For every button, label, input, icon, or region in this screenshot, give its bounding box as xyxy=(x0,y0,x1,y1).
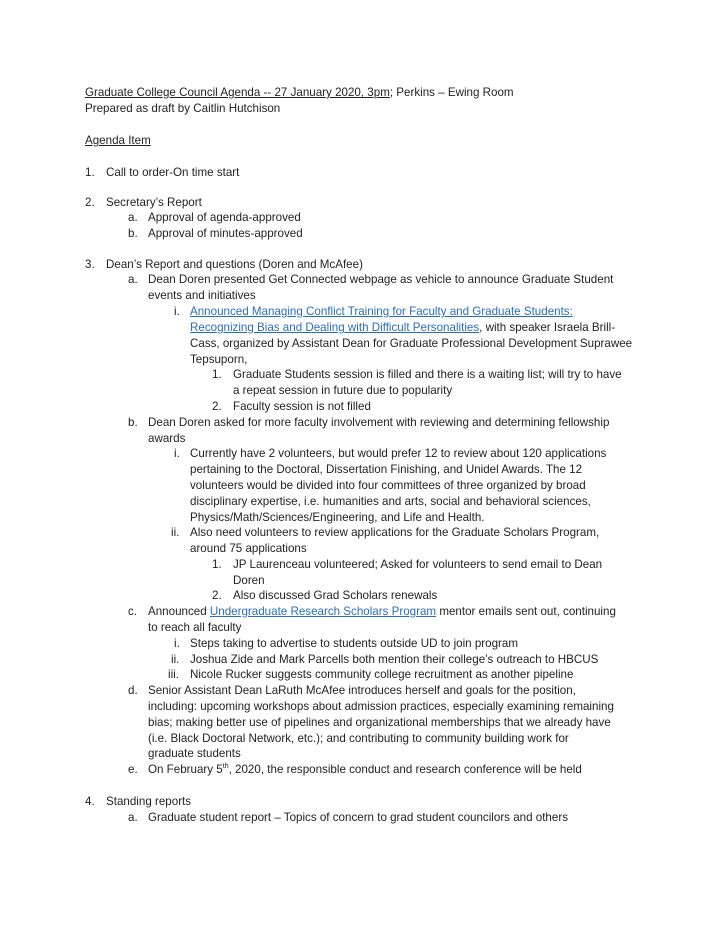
item-1-text: Call to order-On time start xyxy=(106,166,240,179)
item-3c-suffix: mentor emails sent out, continuing xyxy=(436,605,616,618)
item-4-text: Standing reports xyxy=(106,795,192,808)
item-3a-i-1-line-2: a repeat session in future due to popularity xyxy=(233,384,453,397)
item-2-number: 2. xyxy=(85,196,95,209)
conflict-training-link-continued[interactable]: Recognizing Bias and Dealing with Difficult Personalities xyxy=(190,321,480,334)
item-3c-ii-label: ii. xyxy=(171,653,180,666)
conflict-training-link[interactable]: Announced Managing Conflict Training for Faculty and Graduate Students: xyxy=(190,305,573,318)
item-1-number: 1. xyxy=(85,166,95,179)
item-3b-i-line-4: disciplinary expertise, i.e. humanities and arts, social and behavioral sciences, xyxy=(190,495,591,508)
item-3b-ii-line-2: around 75 applications xyxy=(190,542,307,555)
item-3a-line-1: Dean Doren presented Get Connected webpage as vehicle to announce Graduate Student xyxy=(148,273,614,286)
item-3b-label: b. xyxy=(128,416,138,429)
title-location: ; Perkins – Ewing Room xyxy=(389,86,514,99)
item-3c-iii-label: iii. xyxy=(168,668,179,681)
item-3d-line-4: (i.e. Black Doctoral Network, etc.); and contributing to community building work for xyxy=(148,732,569,745)
prepared-by: Prepared as draft by Caitlin Hutchison xyxy=(85,102,281,115)
item-3a-i-line-3: Cass, organized by Assistant Dean for Graduate Professional Development Suprawee xyxy=(190,337,633,350)
item-3a-i-1-line-1: Graduate Students session is filled and there is a waiting list; will try to have xyxy=(233,368,622,381)
item-3a-i-line-2 xyxy=(190,320,615,336)
item-3c-line-1 xyxy=(148,604,616,620)
conflict-training-link-line-1[interactable] xyxy=(190,304,573,320)
item-3b-i-line-5: Physics/Math/Sciences/Engineering, and Life and Health. xyxy=(190,511,485,524)
item-3b-line-2: awards xyxy=(148,432,186,445)
item-3b-line-1: Dean Doren asked for more faculty involvement with reviewing and determining fellowship xyxy=(148,416,610,429)
item-4a-label: a. xyxy=(128,811,138,824)
item-3b-ii-line-1: Also need volunteers to review applications for the Graduate Scholars Program, xyxy=(190,526,600,539)
item-3e-date: On February 5 xyxy=(148,763,223,776)
item-2a-label: a. xyxy=(128,211,138,224)
item-3b-i-line-2: pertaining to the Doctoral, Dissertation Finishing, and Unidel Awards. The 12 xyxy=(190,463,583,476)
item-3-number: 3. xyxy=(85,258,95,271)
item-3b-ii-2-label: 2. xyxy=(212,589,222,602)
item-3b-i-label: i. xyxy=(174,447,180,460)
item-3a-line-2: events and initiatives xyxy=(148,289,256,302)
item-3b-ii-label: ii. xyxy=(171,526,180,539)
item-2a-text: Approval of agenda-approved xyxy=(148,211,301,224)
item-3d-line-5: graduate students xyxy=(148,747,241,760)
item-4-number: 4. xyxy=(85,795,95,808)
item-3d-line-1: Senior Assistant Dean LaRuth McAfee introduces herself and goals for the position, xyxy=(148,684,576,697)
item-3c-line-2: to reach all faculty xyxy=(148,621,242,634)
speaker-text: , with speaker Israela Brill- xyxy=(479,321,616,334)
item-3c-ii-text: Joshua Zide and Mark Parcells both mention their college’s outreach to HBCUS xyxy=(190,653,599,666)
item-3a-i-label: i. xyxy=(174,305,180,318)
document-title xyxy=(85,85,514,101)
item-3b-i-line-1: Currently have 2 volunteers, but would prefer 12 to review about 120 applications xyxy=(190,447,607,460)
item-3b-ii-2-line-1: Also discussed Grad Scholars renewals xyxy=(233,589,438,602)
item-3d-line-2: including: upcoming workshops about admission practices, especially examining remaining xyxy=(148,700,614,713)
item-3b-i-line-3: volunteers would be divided into four committees of three organized by broad xyxy=(190,479,586,492)
item-3e-text xyxy=(148,762,582,778)
item-3d-line-3: bias; making better use of pipelines and organizational memberships that we already have xyxy=(148,716,611,729)
item-2b-label: b. xyxy=(128,227,138,240)
item-3a-i-2-line-1: Faculty session is not filled xyxy=(233,400,371,413)
item-3c-prefix: Announced xyxy=(148,605,210,618)
item-3c-i-label: i. xyxy=(174,637,180,650)
item-3c-label: c. xyxy=(128,605,138,618)
item-3-text: Dean’s Report and questions (Doren and McAfee) xyxy=(106,258,363,271)
item-3b-ii-1-line-1: JP Laurenceau volunteered; Asked for volunteers to send email to Dean xyxy=(233,558,603,571)
item-3c-iii-text: Nicole Rucker suggests community college recruitment as another pipeline xyxy=(190,668,574,681)
item-3e-label: e. xyxy=(128,763,138,776)
undergraduate-research-scholars-link[interactable]: Undergraduate Research Scholars Program xyxy=(209,605,437,618)
item-3e-ordinal: th xyxy=(222,763,229,771)
item-3c-i-text: Steps taking to advertise to students outside UD to join program xyxy=(190,637,519,650)
item-3d-label: d. xyxy=(128,684,138,697)
item-3a-i-1-label: 1. xyxy=(212,368,222,381)
item-3b-ii-1-line-2: Doren xyxy=(233,574,265,587)
title-underlined: Graduate College Council Agenda -- 27 January 2020, 3pm xyxy=(85,86,390,99)
item-2b-text: Approval of minutes-approved xyxy=(148,227,303,240)
item-2-text: Secretary’s Report xyxy=(106,196,202,209)
item-3e-rest: , 2020, the responsible conduct and research conference will be held xyxy=(228,763,582,776)
item-4a-text: Graduate student report – Topics of concern to grad student councilors and others xyxy=(148,811,568,824)
item-3b-ii-1-label: 1. xyxy=(212,558,222,571)
item-3a-i-2-label: 2. xyxy=(212,400,222,413)
item-3a-i-line-4: Tepsuporn, xyxy=(190,353,248,366)
item-3a-label: a. xyxy=(128,273,138,286)
agenda-heading: Agenda Item xyxy=(85,134,151,147)
